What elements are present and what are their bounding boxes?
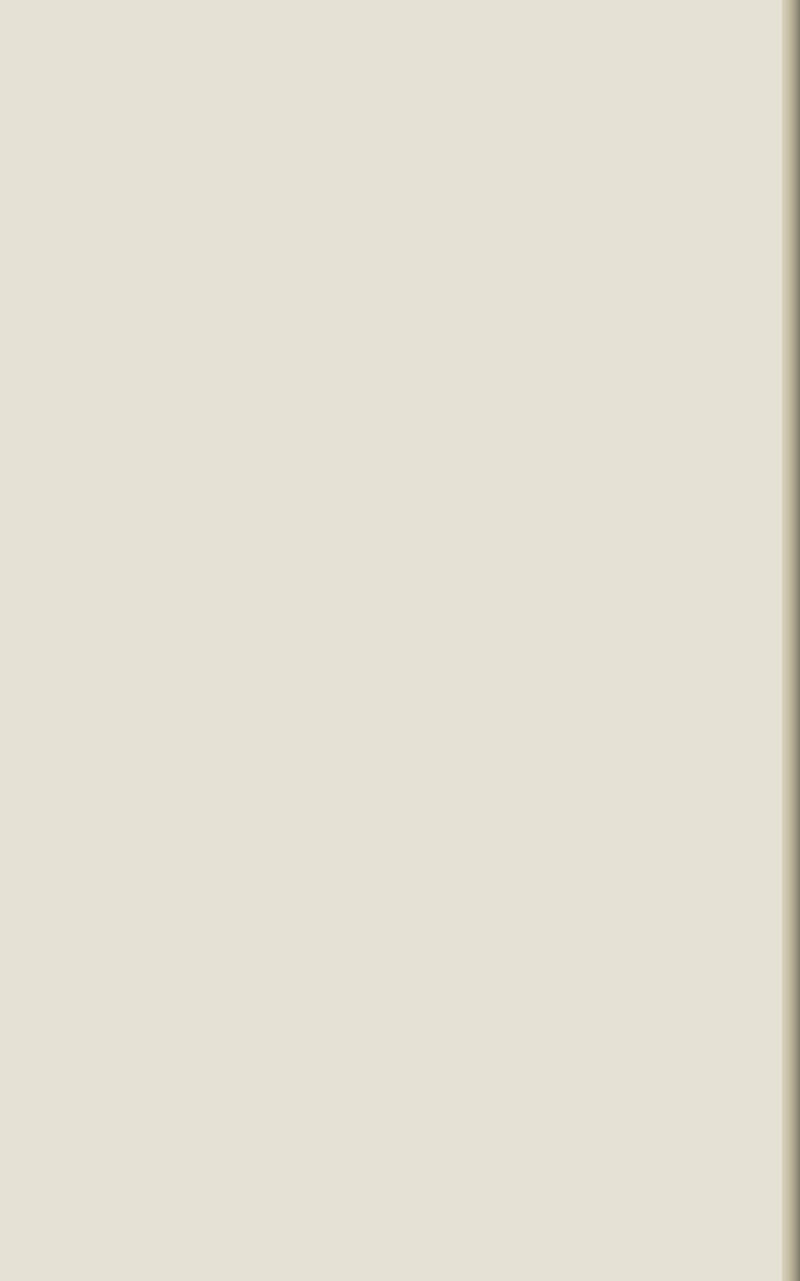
page-edge [782,0,800,1281]
